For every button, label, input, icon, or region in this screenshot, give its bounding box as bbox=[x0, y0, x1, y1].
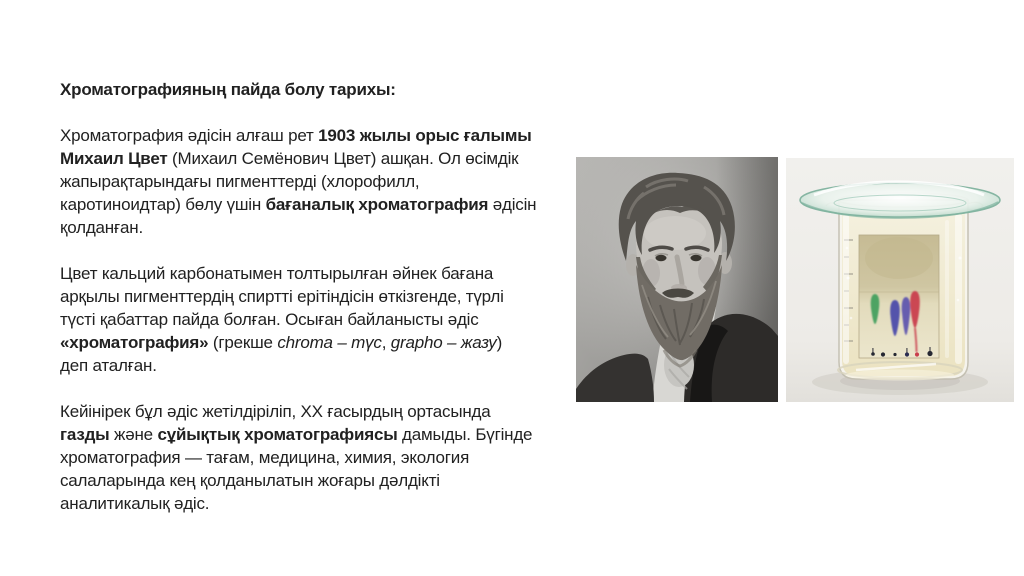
text-run: бағаналық хроматография bbox=[265, 195, 489, 214]
portrait-photo bbox=[576, 157, 778, 402]
text-line bbox=[60, 469, 576, 492]
text-run: арқылы пигменттердің спиртті ерітіндісін өткізгенде, түрлі bbox=[60, 287, 504, 306]
text-run: сұйықтық хроматографиясы bbox=[157, 425, 398, 444]
portrait-illustration bbox=[576, 157, 778, 402]
text-line bbox=[60, 423, 576, 446]
text-run: «хроматография» bbox=[60, 333, 209, 352]
text-line bbox=[60, 354, 576, 377]
paragraph bbox=[60, 400, 576, 515]
beaker-illustration bbox=[786, 158, 1014, 402]
text-run: салаларында кең қолданылатын жоғары дәлдікті bbox=[60, 471, 440, 490]
text-line bbox=[60, 193, 576, 216]
text-line bbox=[60, 170, 576, 193]
text-run: газды bbox=[60, 425, 110, 444]
text-run: grapho – жазу bbox=[390, 333, 497, 352]
text-run: дамыды. Бүгінде bbox=[397, 425, 533, 444]
text-run: хроматография — тағам, медицина, химия, экология bbox=[60, 448, 470, 467]
text-line bbox=[60, 400, 576, 423]
paragraph bbox=[60, 124, 576, 239]
text-line bbox=[60, 285, 576, 308]
paragraph bbox=[60, 262, 576, 377]
text-run: , bbox=[381, 333, 391, 352]
text-line bbox=[60, 124, 576, 147]
text-line bbox=[60, 216, 576, 239]
text-run: Цвет кальций карбонатымен толтырылған әйнек бағана bbox=[60, 264, 494, 283]
body-text bbox=[60, 124, 576, 515]
text-run: және bbox=[109, 425, 158, 444]
text-run: ) bbox=[496, 333, 503, 352]
text-run: жапырақтарындағы пигменттерді (хлорофилл, bbox=[60, 172, 420, 191]
text-line bbox=[60, 308, 576, 331]
text-line bbox=[60, 331, 576, 354]
text-line bbox=[60, 262, 576, 285]
text-run: қолданған. bbox=[60, 218, 143, 237]
text-run: Кейінірек бұл әдіс жетілдіріліп, XX ғасырдың ортасында bbox=[60, 402, 491, 421]
text-run: әдісін bbox=[488, 195, 537, 214]
text-run: деп аталған. bbox=[60, 356, 157, 375]
watch-glass bbox=[800, 182, 1000, 218]
text-run: Хроматография әдісін алғаш рет bbox=[60, 126, 319, 145]
slide-title: Хроматографияның пайда болу тарихы: bbox=[60, 80, 396, 99]
text-line bbox=[60, 492, 576, 515]
text-run: 1903 жылы орыс ғалымы bbox=[318, 126, 532, 145]
text-run: Михаил Цвет bbox=[60, 149, 168, 168]
text-run: түсті қабаттар пайда болған. Осыған байланысты әдіс bbox=[60, 310, 479, 329]
text-run: chroma – түс bbox=[277, 333, 382, 352]
chromatography-photo bbox=[786, 158, 1014, 402]
text-run: каротиноидтар) бөлу үшін bbox=[60, 195, 266, 214]
text-run: (грекше bbox=[208, 333, 278, 352]
text-run: (Михаил Семёнович Цвет) ашқан. Ол өсімдік bbox=[167, 149, 519, 168]
text-line bbox=[60, 446, 576, 469]
text-block bbox=[60, 78, 576, 538]
chromatography-paper bbox=[859, 235, 939, 358]
text-run: аналитикалық әдіс. bbox=[60, 494, 210, 513]
text-line bbox=[60, 147, 576, 170]
